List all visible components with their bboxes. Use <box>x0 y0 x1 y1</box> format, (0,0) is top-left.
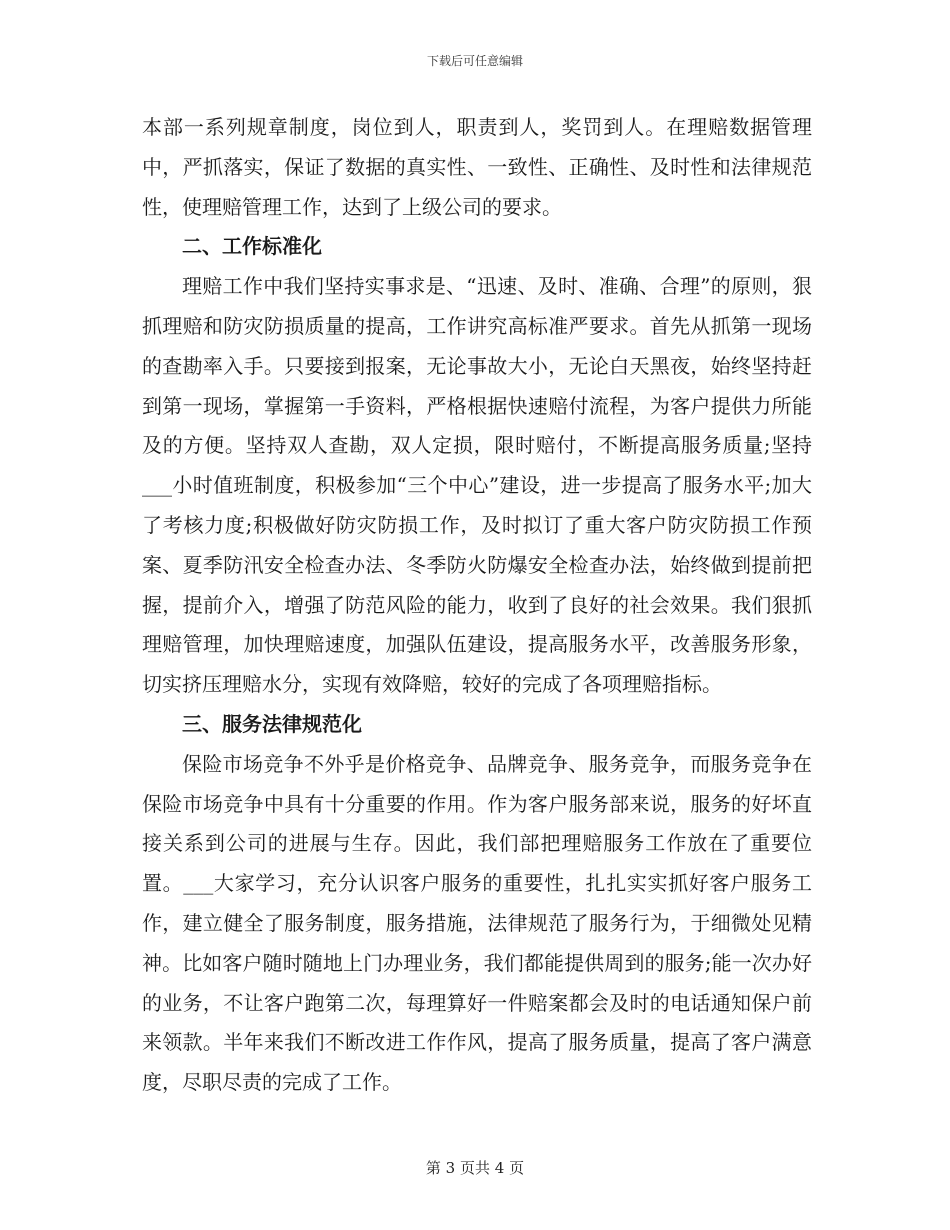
section-heading-work-standardization: 二、工作标准化 <box>182 234 322 259</box>
paragraph-intro: 本部一系列规章制度，岗位到人，职责到人，奖罚到人。在理赔数据管理中，严抓落实，保证了数据的真实性、一致性、正确性、及时性和法律规范性，使理赔管理工作，达到了上级公司的要求。 <box>142 115 812 219</box>
paragraph-service-legal-standardization: 保险市场竞争不外乎是价格竞争、品牌竞争、服务竞争，而服务竞争在保险市场竞争中具有十分重要的作用。作为客户服务部来说，服务的好坏直接关系到公司的进展与生存。因此，我们部把理赔服务工作放在了重要位置。___大家学习，充分认识客户服务的重要性，扎扎实实抓好客户服务工作，建立健全了服务制度，服务措施，法律规范了服务行为，于细微处见精神。比如客户随时随地上门办理业务，我们都能提供周到的服务;能一次办好的业务，不让客户跑第二次，每理算好一件赔案都会及时的电话通知保户前来领款。半年来我们不断改进工作作风，提高了服务质量，提高了客户满意度，尽职尽责的完成了工作。 <box>142 751 812 1095</box>
page-number-footer: 第 3 页共 4 页 <box>425 1159 525 1177</box>
document-body <box>142 108 812 1103</box>
page-header: 下载后可任意编辑 <box>426 54 523 68</box>
section-heading-service-legal-standardization: 三、服务法律规范化 <box>182 711 362 736</box>
paragraph-work-standardization: 理赔工作中我们坚持实事求是、“迅速、及时、准确、合理”的原则，狠抓理赔和防灾防损质量的提高，工作讲究高标准严要求。首先从抓第一现场的查勘率入手。只要接到报案，无论事故大小，无论白天黑夜，始终坚持赶到第一现场，掌握第一手资料，严格根据快速赔付流程，为客户提供力所能及的方便。坚持双人查勘，双人定损，限时赔付，不断提高服务质量;坚持___小时值班制度，积极参加“三个中心”建设，进一步提高了服务水平;加大了考核力度;积极做好防灾防损工作，及时拟订了重大客户防灾防损工作预案、夏季防汛安全检查办法、冬季防火防爆安全检查办法，始终做到提前把握，提前介入，增强了防范风险的能力，收到了良好的社会效果。我们狠抓理赔管理，加快理赔速度，加强队伍建设，提高服务水平，改善服务形象，切实挤压理赔水分，实现有效降赔，较好的完成了各项理赔指标。 <box>142 274 812 697</box>
